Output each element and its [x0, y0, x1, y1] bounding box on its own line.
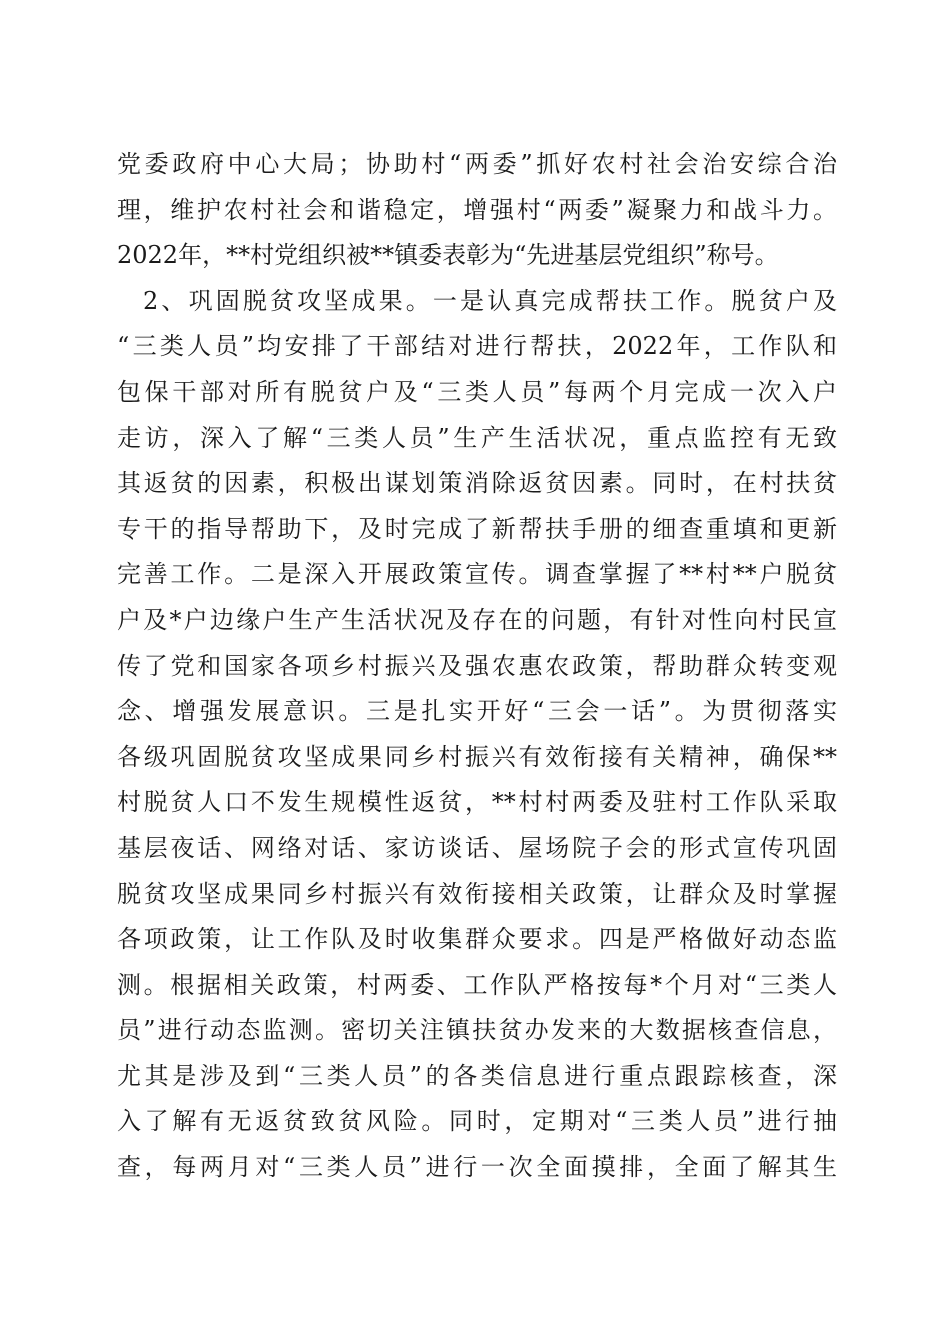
text-line: 各级巩固脱贫攻坚成果同乡村振兴有效衔接有关精神，确保**	[117, 742, 837, 771]
text-line: 传了党和国家各项乡村振兴及强农惠农政策，帮助群众转变观	[117, 651, 837, 680]
text-line: 党委政府中心大局；协助村“两委”抓好农村社会治安综合治	[117, 150, 837, 178]
text-line: 2、巩固脱贫攻坚成果。一是认真完成帮扶工作。脱贫户及	[143, 286, 837, 315]
text-line: 户及*户边缘户生产生活状况及存在的问题，有针对性向村民宣	[117, 605, 837, 634]
text-line: 专干的指导帮助下，及时完成了新帮扶手册的细查重填和更新	[117, 514, 837, 543]
text-line: 脱贫攻坚成果同乡村振兴有效衔接相关政策，让群众及时掌握	[117, 879, 837, 908]
text-line: 包保干部对所有脱贫户及“三类人员”每两个月完成一次入户	[117, 377, 837, 406]
text-line: 理，维护农村社会和谐稳定，增强村“两委”凝聚力和战斗力。	[117, 195, 837, 224]
text-line: 员”进行动态监测。密切关注镇扶贫办发来的大数据核查信息，	[117, 1016, 837, 1045]
text-line: 村脱贫人口不发生规模性返贫，**村村两委及驻村工作队采取	[117, 788, 837, 817]
text-line: 各项政策，让工作队及时收集群众要求。四是严格做好动态监	[117, 925, 837, 954]
text-line: “三类人员”均安排了干部结对进行帮扶，2022年，工作队和	[117, 332, 837, 361]
text-line	[117, 1191, 837, 1237]
document-body	[117, 142, 837, 1236]
text-line: 2022年，**村党组织被**镇委表彰为“先进基层党组织”称号。	[117, 241, 779, 270]
text-line: 念、增强发展意识。三是扎实开好“三会一话”。为贯彻落实	[117, 697, 837, 726]
paragraph-2	[117, 279, 837, 1236]
paragraph-1	[117, 142, 837, 279]
text-line: 入了解有无返贫致贫风险。同时，定期对“三类人员”进行抽	[117, 1107, 837, 1136]
text-line: 其返贫的因素，积极出谋划策消除返贫因素。同时，在村扶贫	[117, 469, 837, 498]
text-line: 基层夜话、网络对话、家访谈话、屋场院子会的形式宣传巩固	[117, 833, 837, 862]
text-line: 查，每两月对“三类人员”进行一次全面摸排，全面了解其生	[117, 1153, 837, 1182]
text-line: 走访，深入了解“三类人员”生产生活状况，重点监控有无致	[117, 423, 837, 452]
text-line: 测。根据相关政策，村两委、工作队严格按每*个月对“三类人	[117, 970, 837, 999]
text-line: 完善工作。二是深入开展政策宣传。调查掌握了**村**户脱贫	[117, 560, 837, 589]
text-line: 尤其是涉及到“三类人员”的各类信息进行重点跟踪核查，深	[117, 1061, 837, 1090]
